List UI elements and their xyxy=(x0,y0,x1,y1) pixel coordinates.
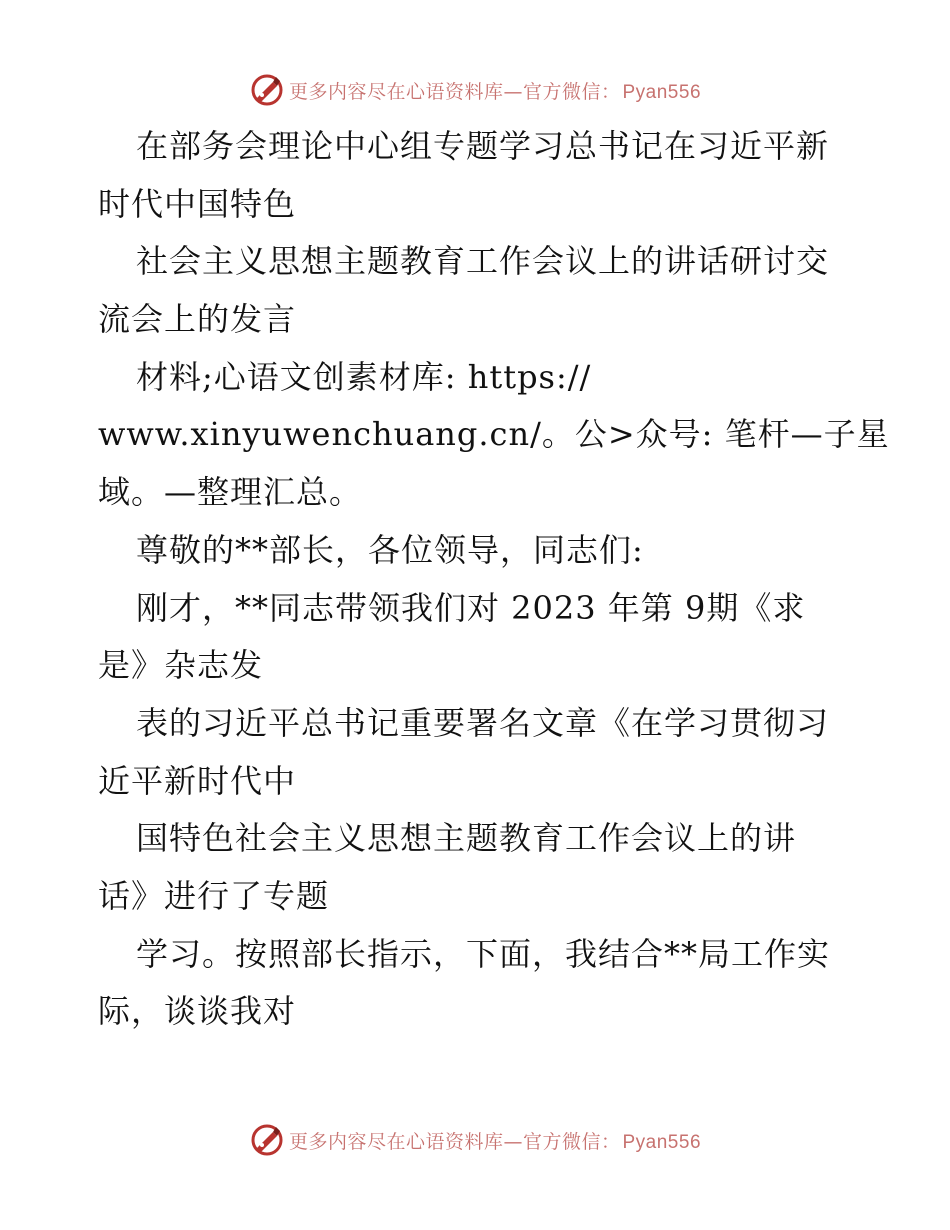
pen-logo-icon xyxy=(249,1122,285,1158)
text-line: 刚才，**同志带领我们对 2023 年第 9期《求 xyxy=(136,588,806,627)
header-banner xyxy=(0,70,950,110)
text-line: 是》杂志发 xyxy=(98,646,264,685)
banner-text: 更多内容尽在心语资料库—官方微信： Pyan556 xyxy=(288,1130,702,1153)
text-line: www.xinyuwenchuang.cn/。公>众号: 笔杆—子星 xyxy=(98,415,890,454)
document-body xyxy=(98,118,890,1041)
footer-banner xyxy=(0,1120,950,1160)
text-line: 社会主义思想主题教育工作会议上的讲话研讨交 xyxy=(136,242,830,281)
text-line: 时代中国特色 xyxy=(98,184,297,223)
text-line: 尊敬的**部长，各位领导，同志们: xyxy=(136,530,644,569)
text-line: 话》进行了专题 xyxy=(98,876,330,915)
text-line: 材料;心语文创素材库: https:// xyxy=(136,357,592,396)
text-line: 国特色社会主义思想主题教育工作会议上的讲 xyxy=(136,819,797,858)
text-line: 在部务会理论中心组专题学习总书记在习近平新 xyxy=(136,127,830,165)
text-line: 学习。按照部长指示，下面，我结合**局工作实 xyxy=(136,934,831,973)
text-line: 际，谈谈我对 xyxy=(98,992,297,1031)
text-line: 近平新时代中 xyxy=(98,761,297,800)
text-line: 域。—整理汇总。 xyxy=(98,473,363,512)
text-line: 流会上的发言 xyxy=(98,300,297,339)
text-line: 表的习近平总书记重要署名文章《在学习贯彻习 xyxy=(136,703,830,742)
pen-logo-icon xyxy=(249,72,285,108)
banner-text: 更多内容尽在心语资料库—官方微信： Pyan556 xyxy=(288,80,702,103)
